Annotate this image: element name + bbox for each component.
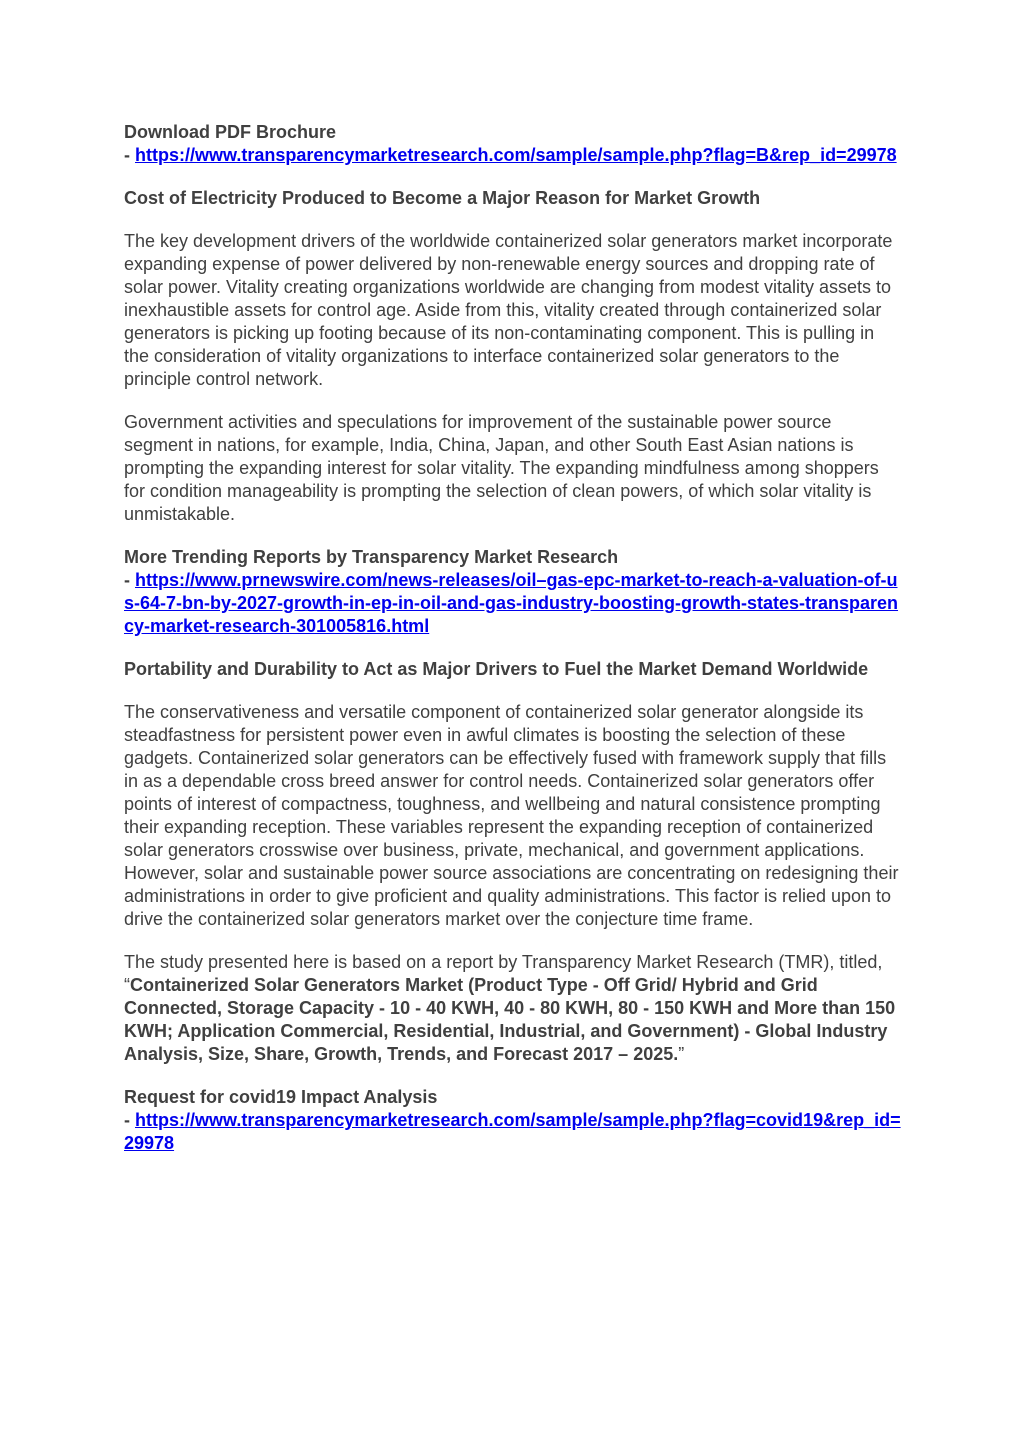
section1-paragraph-1: The key development drivers of the worldwide containerized solar generators market incorporate expanding expense of power delivered by non-renewable energy sources and dropping rate of solar power. Vitality creating organizations worldwide are changing from modest vitality assets to inexhaustible assets for control age. Aside from this, vitality created through containerized solar generators is picking up footing because of its non-contaminating component. This is pulling in the consideration of vitality organizations to interface containerized solar generators to the principle control network. [124, 231, 893, 389]
section1-heading: Cost of Electricity Produced to Become a Major Reason for Market Growth [124, 188, 761, 208]
trending-heading: More Trending Reports by Transparency Market Research [124, 547, 619, 567]
study-paragraph [124, 951, 902, 1066]
covid-heading: Request for covid19 Impact Analysis [124, 1087, 438, 1107]
section2-paragraph: The conservativeness and versatile component of containerized solar generator alongside its steadfastness for persistent power even in awful climates is boosting the selection of these gadgets. Containerized solar generators can be effectively fused with framework supply that fills in as a dependable cross breed answer for control needs. Containerized solar generators offer points of interest of compactness, toughness, and wellbeing and natural consistence prompting their expanding reception. These variables represent the expanding reception of containerized solar generators crosswise over business, private, mechanical, and government applications. However, solar and sustainable power source associations are concentrating on redesigning their administrations in order to give proficient and quality administrations. This factor is relied upon to drive the containerized solar generators market over the conjecture time frame. [124, 702, 899, 929]
trending-link-line [124, 569, 902, 638]
study-intro: The study presented here is based on a report by Transparency Market Research (TMR), titled, “ [124, 952, 883, 995]
covid-link[interactable]: https://www.transparencymarketresearch.com/sample/sample.php?flag=covid19&rep_id=29978 [124, 1110, 901, 1153]
brochure-link[interactable]: https://www.transparencymarketresearch.com/sample/sample.php?flag=B&rep_id=29978 [135, 145, 897, 165]
covid-block [124, 1086, 902, 1155]
study-report-title: Containerized Solar Generators Market (Product Type - Off Grid/ Hybrid and Grid Connected, Storage Capacity - 10 - 40 KWH, 40 - 80 KWH, 80 - 150 KWH and More than 150 KWH; Application Commercial, Residential, Industrial, and Government) - Global Industry Analysis, Size, Share, Growth, Trends, and Forecast 2017 – 2025. [124, 975, 896, 1064]
document-page [124, 121, 902, 1175]
covid-dash: - [124, 1110, 135, 1130]
covid-link-line [124, 1109, 902, 1155]
brochure-dash: - [124, 145, 135, 165]
study-outro: ” [678, 1044, 685, 1064]
trending-link[interactable]: https://www.prnewswire.com/news-releases/oil–gas-epc-market-to-reach-a-valuation-of-us-64-7-bn-by-2027-growth-in-ep-in-oil-and-gas-industry-boosting-growth-states-transparency-market-research-301005816.html [124, 570, 899, 636]
brochure-block [124, 121, 902, 167]
trending-dash: - [124, 570, 135, 590]
brochure-link-line [124, 144, 902, 167]
section1-paragraph-2: Government activities and speculations for improvement of the sustainable power source segment in nations, for example, India, China, Japan, and other South East Asian nations is prompting the expanding interest for solar vitality. The expanding mindfulness among shoppers for condition manageability is prompting the selection of clean powers, of which solar vitality is unmistakable. [124, 412, 879, 524]
section2-heading: Portability and Durability to Act as Major Drivers to Fuel the Market Demand Worldwide [124, 659, 869, 679]
trending-block [124, 546, 902, 638]
brochure-heading: Download PDF Brochure [124, 122, 337, 142]
